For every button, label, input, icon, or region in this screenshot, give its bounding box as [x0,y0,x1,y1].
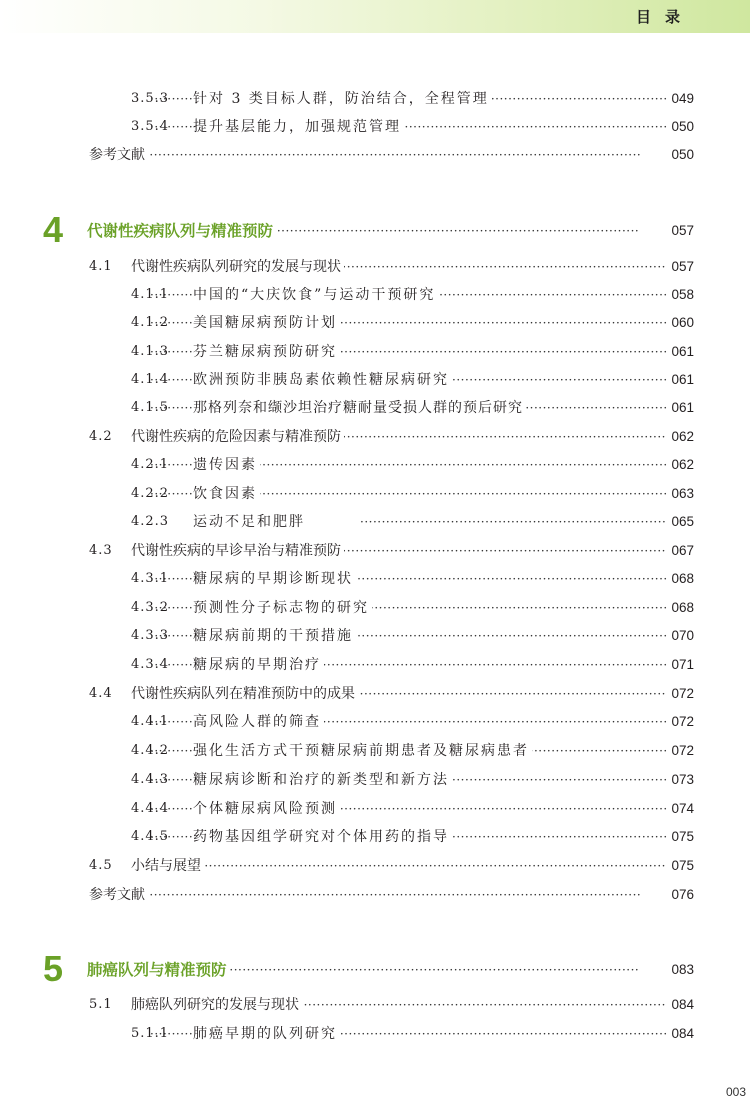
toc-entry-page: 057 [667,218,694,244]
toc-entry-references[interactable] [0,142,750,168]
chapter-4-heading[interactable] [0,209,750,250]
toc-entry-number: 4.3.1 [131,571,170,586]
toc-entry-page: 068 [667,566,694,592]
toc-entry-title: 那格列奈和缬沙坦治疗糖耐量受损人群的预后研究 [193,395,526,421]
toc-entry-number: 5.1 [89,997,113,1012]
toc-entry-page: 075 [667,853,694,879]
toc-entry-title: 中国的“大庆饮食”与运动干预研究 [193,282,438,308]
toc-entry-page: 072 [667,738,694,764]
toc-entry-page: 067 [667,538,694,564]
toc-entry-page: 073 [667,767,694,793]
toc-entry-title: 强化生活方式干预糖尿病前期患者及糖尿病患者 [193,738,532,764]
toc-entry-references[interactable] [0,882,750,908]
toc-entry-5-1-1[interactable] [0,1021,750,1047]
toc-entry-page: 062 [667,452,694,478]
toc-entry-title: 参考文献 [89,882,148,908]
leader-dots [360,509,668,535]
toc-entry-page: 075 [667,824,694,850]
toc-entry-number: 4.3.4 [131,657,170,672]
toc-entry-page: 049 [667,86,694,112]
toc-entry-title: 代谢性疾病队列在精准预防中的成果 [131,681,358,707]
chapter-5-heading[interactable] [0,948,750,989]
toc-entry-4-4-2[interactable] [0,738,750,764]
toc-entry-number: 4.4.3 [131,772,170,787]
toc-entry-number: 4.4.2 [131,743,170,758]
toc-entry-title: 糖尿病诊断和治疗的新类型和新方法 [193,767,452,793]
toc-entry-number: 4.2.3 [131,514,170,529]
toc-entry-title: 小结与展望 [131,853,204,879]
toc-entry-title: 针对 3 类目标人群，防治结合，全程管理 [193,86,492,112]
toc-entry-page: 072 [667,681,694,707]
toc-entry-number: 4.1.3 [131,344,170,359]
leader-dots [131,853,668,879]
toc-entry-page: 050 [667,114,694,140]
toc-entry-number: 4.1.2 [131,315,170,330]
toc-entry-4-4[interactable] [0,681,750,707]
toc-entry-page: 072 [667,709,694,735]
toc-entry-title: 提升基层能力，加强规范管理 [193,114,404,140]
toc-entry-number: 4.3 [89,543,113,558]
toc-entry-title: 肺癌早期的队列研究 [193,1021,340,1047]
toc-entry-number: 4.5 [89,858,113,873]
toc-entry-page: 065 [667,509,694,535]
toc-entry-4-4-5[interactable] [0,824,750,850]
toc-entry-4-4-3[interactable] [0,767,750,793]
toc-entry-4-2-1[interactable] [0,452,750,478]
toc-entry-4-4-4[interactable] [0,796,750,822]
toc-entry-title: 糖尿病的早期治疗 [193,652,324,678]
toc-entry-4-3[interactable] [0,538,750,564]
toc-entry-title: 参考文献 [89,142,148,168]
toc-entry-4-3-3[interactable] [0,623,750,649]
toc-entry-4-2-3[interactable] [0,509,750,535]
toc-entry-page: 063 [667,481,694,507]
toc-entry-number: 4.1 [89,259,113,274]
toc-entry-title: 运动不足和肥胖 [193,509,308,535]
toc-entry-number: 4.2.1 [131,457,170,472]
toc-entry-4-4-1[interactable] [0,709,750,735]
toc-entry-number: 4.2.2 [131,486,170,501]
chapter-number: 5 [43,948,64,989]
header-title: 目录 [635,8,694,26]
toc-entry-page: 058 [667,282,694,308]
toc-entry-4-5[interactable] [0,853,750,879]
toc-entry-number: 4.4.1 [131,714,170,729]
toc-entry-title: 代谢性疾病队列研究的发展与现状 [131,254,344,280]
toc-entry-number: 4.4.4 [131,801,170,816]
toc-entry-page: 062 [667,424,694,450]
toc-entry-number: 4.4.5 [131,829,170,844]
toc-entry-page: 076 [667,882,694,908]
page-number: 003 [725,1085,746,1099]
leader-dots [89,142,668,168]
toc-entry-number: 3.5.4 [131,119,170,134]
toc-entry-3-5-4[interactable] [0,114,750,140]
toc-entry-page: 050 [667,142,694,168]
toc-entry-title: 个体糖尿病风险预测 [193,796,340,822]
toc-entry-title: 美国糖尿病预防计划 [193,310,340,336]
toc-entry-4-1-1[interactable] [0,282,750,308]
toc-entry-4-3-1[interactable] [0,566,750,592]
toc-entry-number: 4.2 [89,429,113,444]
toc-entry-page: 061 [667,367,694,393]
toc-entry-number: 4.1.1 [131,287,170,302]
toc-entry-title: 代谢性疾病的早诊早治与精准预防 [131,538,344,564]
toc-entry-number: 4.1.4 [131,372,170,387]
toc-entry-4-2-2[interactable] [0,481,750,507]
toc-entry-page: 074 [667,796,694,822]
toc-entry-title: 高风险人群的筛查 [193,709,324,735]
toc-entry-page: 061 [667,339,694,365]
toc-entry-number: 4.3.3 [131,628,170,643]
toc-entry-title: 糖尿病前期的干预措施 [193,623,356,649]
toc-entry-title: 预测性分子标志物的研究 [193,595,372,621]
toc-entry-page: 070 [667,623,694,649]
toc-entry-4-1-2[interactable] [0,310,750,336]
toc-entry-4-1[interactable] [0,254,750,280]
toc-entry-title: 遗传因素 [193,452,260,478]
toc-entry-title: 药物基因组学研究对个体用药的指导 [193,824,452,850]
toc-entry-page: 084 [667,1021,694,1047]
leader-dots [89,882,668,908]
chapter-number: 4 [43,209,64,250]
toc-entry-4-2[interactable] [0,424,750,450]
toc-entry-number: 5.1.1 [131,1026,170,1041]
toc-entry-title: 芬兰糖尿病预防研究 [193,339,340,365]
toc-entry-title: 代谢性疾病的危险因素与精准预防 [131,424,344,450]
toc-entry-page: 083 [667,957,694,983]
toc-entry-page: 060 [667,310,694,336]
toc-entry-4-1-4[interactable] [0,367,750,393]
toc-entry-4-1-3[interactable] [0,339,750,365]
toc-entry-5-1[interactable] [0,992,750,1018]
toc-entry-page: 057 [667,254,694,280]
toc-entry-page: 061 [667,395,694,421]
toc-entry-4-3-4[interactable] [0,652,750,678]
toc-entry-page: 084 [667,992,694,1018]
toc-entry-page: 071 [667,652,694,678]
toc-entry-3-5-3[interactable] [0,86,750,112]
toc-entry-number: 4.3.2 [131,600,170,615]
toc-entry-title: 肺癌队列研究的发展与现状 [131,992,302,1018]
toc-entry-number: 4.4 [89,686,113,701]
chapter-title: 代谢性疾病队列与精准预防 [87,218,276,244]
toc-entry-number: 3.5.3 [131,91,170,106]
toc-entry-title: 欧洲预防非胰岛素依赖性糖尿病研究 [193,367,452,393]
toc-entry-title: 糖尿病的早期诊断现状 [193,566,356,592]
chapter-title: 肺癌队列与精准预防 [87,957,230,983]
toc-entry-4-1-5[interactable] [0,395,750,421]
toc-entry-title: 饮食因素 [193,481,260,507]
toc-entry-page: 068 [667,595,694,621]
toc-entry-number: 4.1.5 [131,400,170,415]
toc-entry-4-3-2[interactable] [0,595,750,621]
